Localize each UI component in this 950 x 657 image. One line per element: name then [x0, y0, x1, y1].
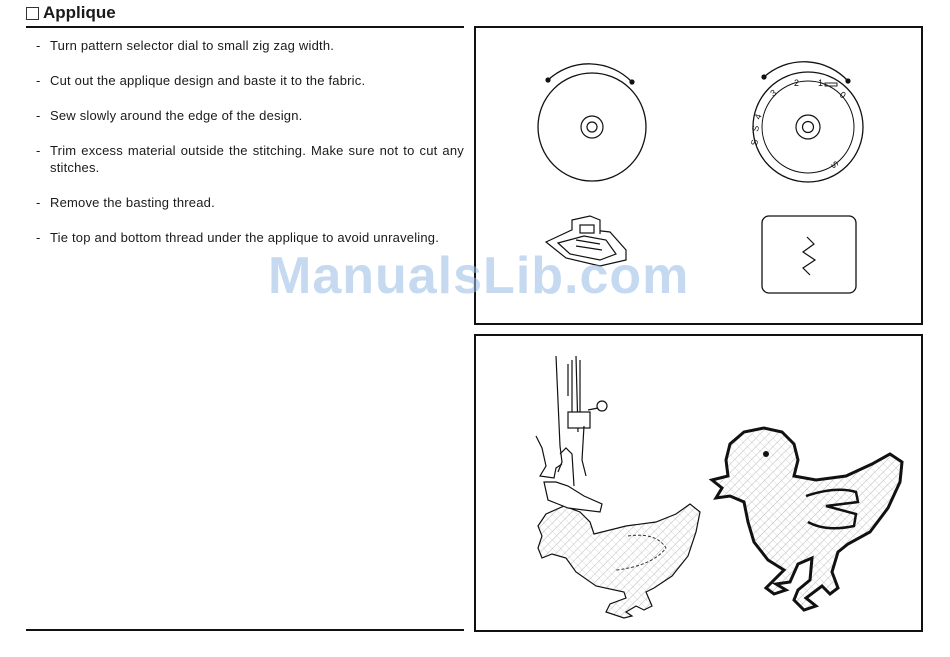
- step-item: - Cut out the applique design and baste it to the fabric.: [36, 72, 464, 89]
- section-title: [26, 3, 116, 23]
- dial-label: 1: [818, 78, 824, 88]
- top-rule: [26, 26, 464, 28]
- dial-label: 3: [768, 87, 779, 99]
- bottom-rule: [26, 629, 464, 631]
- illustration-panel: [474, 334, 923, 632]
- step-item: - Trim excess material outside the stitching. Make sure not to cut any stitches.: [36, 142, 464, 176]
- dial-label: 0: [837, 89, 848, 101]
- step-item: - Turn pattern selector dial to small zig zag width.: [36, 37, 464, 54]
- needle-presser-foot-illustration: [536, 356, 607, 512]
- chick-applique-illustration: [712, 428, 902, 610]
- dial-label: S: [749, 138, 761, 147]
- selector-dial-icon: [538, 64, 646, 181]
- dial-label: 2: [794, 78, 800, 88]
- step-item: - Sew slowly around the edge of the design.: [36, 107, 464, 124]
- step-item: - Tie top and bottom thread under the applique to avoid unraveling.: [36, 229, 464, 246]
- step-item: - Remove the basting thread.: [36, 194, 464, 211]
- step-list: [36, 37, 464, 264]
- zigzag-stitch-icon: [762, 216, 856, 293]
- dial-label: S: [829, 159, 841, 171]
- stitch-length-dial-icon: [749, 62, 863, 182]
- section-title-text: Applique: [43, 3, 116, 22]
- dial-label: S: [750, 124, 762, 133]
- dial-label: 4: [752, 112, 764, 121]
- chick-applique-illustration: [538, 504, 700, 618]
- watermark: ManualsLib.com: [268, 247, 690, 305]
- checkbox-icon: [26, 7, 39, 20]
